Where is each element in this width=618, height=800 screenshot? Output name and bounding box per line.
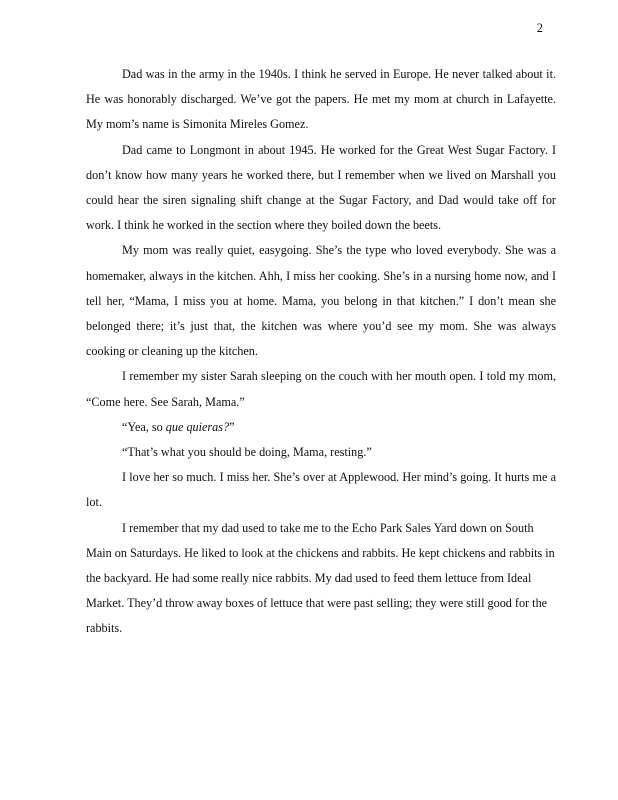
spanish-phrase: que quieras?	[165, 419, 230, 434]
paragraph-army: Dad was in the army in the 1940s. I think he served in Europe. He never talked about it. He was honorably discharged. We’ve got the papers. He met my mom at church in Lafayette. My mom’s name is Simonita Mireles Gomez.	[86, 67, 556, 132]
paragraph-resting: “That’s what you should be doing, Mama, resting.”	[122, 445, 372, 460]
body-text	[86, 62, 556, 642]
paragraph-mom: My mom was really quiet, easygoing. She’s the type who loved everybody. She was a homemaker, always in the kitchen. Ahh, I miss her cooking. She’s in a nursing home now, and I tell her, “Mama, I miss you at home. Mama, you belong in that kitchen.” I don’t mean she belonged there; it’s just that, the kitchen was where you’d see my mom. She was always cooking or cleaning up the kitchen.	[86, 243, 556, 359]
paragraph-que-quieras	[86, 415, 556, 440]
page-number: 2	[536, 21, 543, 35]
quote-open-text: “Yea, so	[122, 419, 166, 434]
paragraph-applewood: I love her so much. I miss her. She’s over at Applewood. Her mind’s going. It hurts me a lot.	[86, 470, 556, 510]
paragraph-sarah: I remember my sister Sarah sleeping on the couch with her mouth open. I told my mom, “Come here. See Sarah, Mama.”	[86, 369, 556, 409]
paragraph-echo-park: I remember that my dad used to take me to the Echo Park Sales Yard down on South Main on Saturdays. He liked to look at the chickens and rabbits. He kept chickens and rabbits in the backyard. He had some really nice rabbits. My dad used to feed them lettuce from Ideal Market. They’d throw away boxes of lettuce that were past selling; they were still good for the rabbits.	[86, 520, 555, 636]
paragraph-longmont: Dad came to Longmont in about 1945. He worked for the Great West Sugar Factory. I don’t know how many years he worked there, but I remember when we lived on Marshall you could hear the siren signaling shift change at the Sugar Factory, and Dad would take off for work. I think he worked in the section where they boiled down the beets.	[86, 142, 556, 233]
quote-close-text: ”	[229, 419, 235, 434]
